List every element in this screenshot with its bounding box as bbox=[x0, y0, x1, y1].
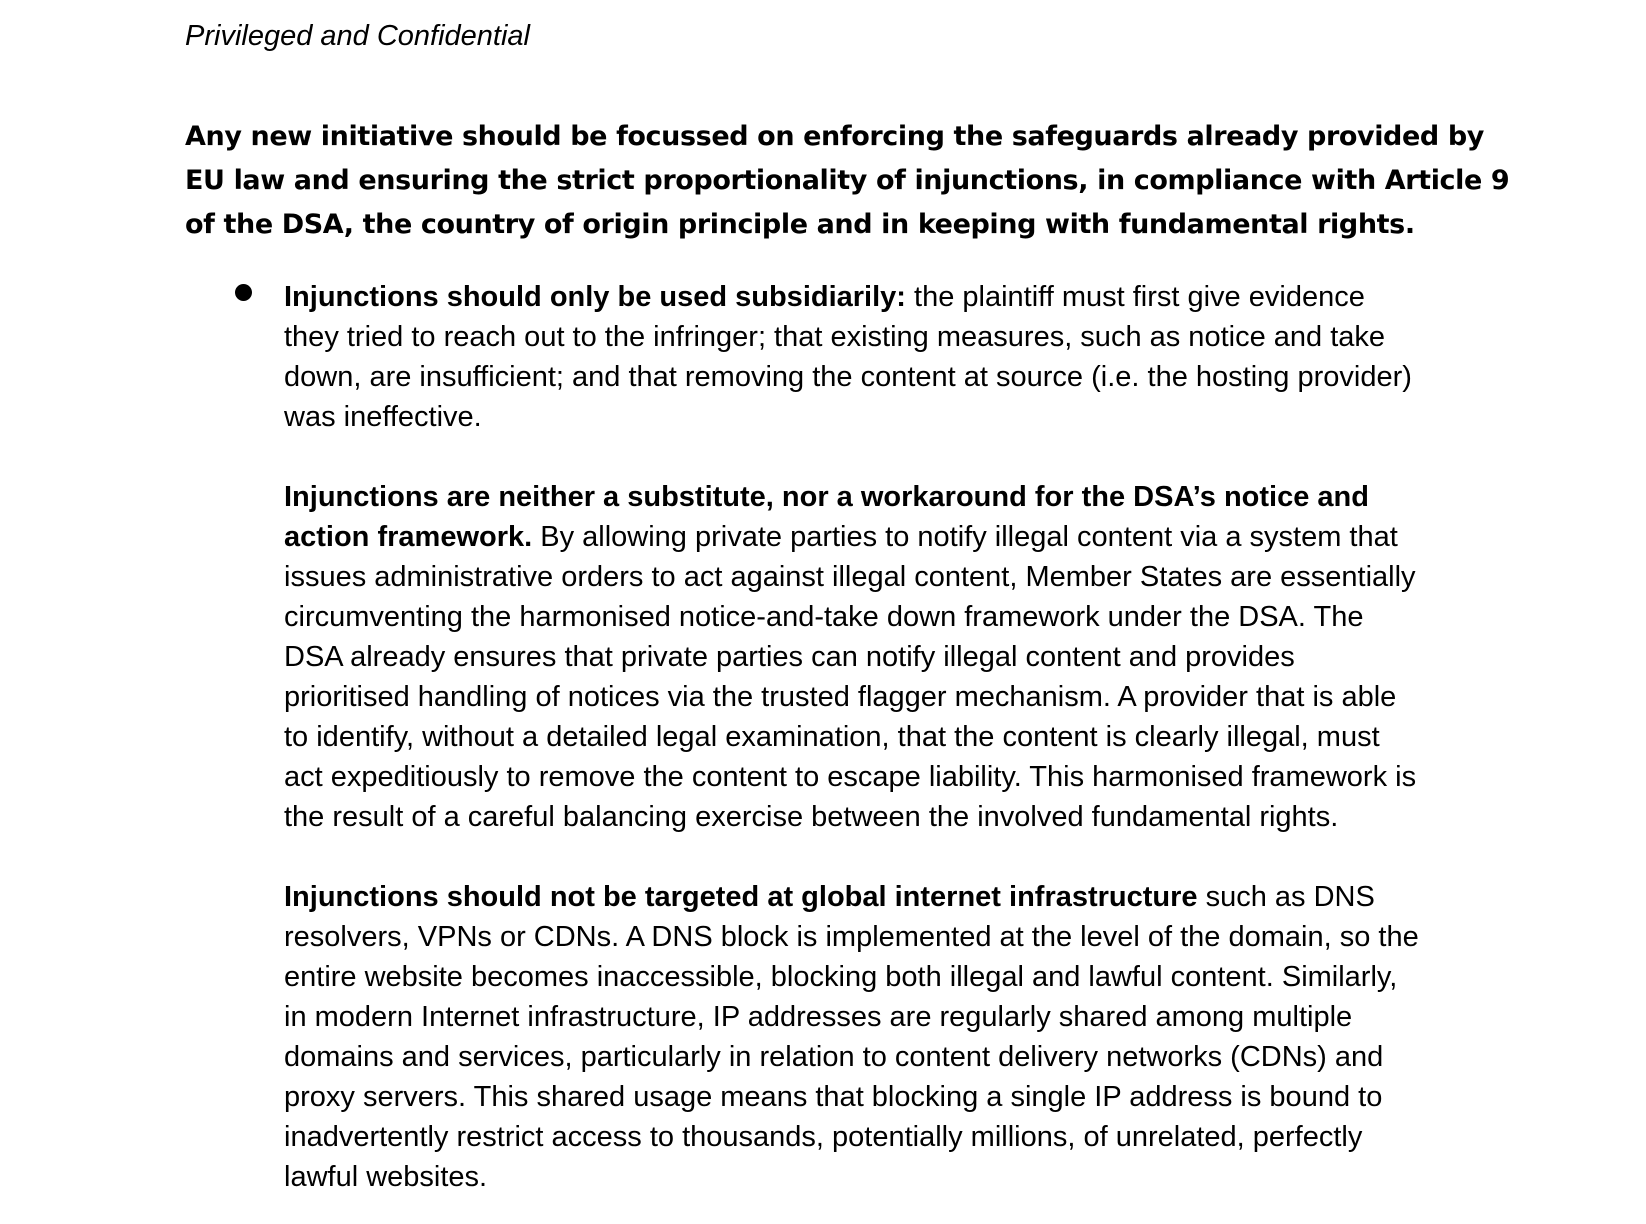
paragraph-line: act expeditiously to remove the content to escape liability. This harmonised framework is bbox=[284, 761, 1417, 793]
bullet-paragraph-notice-and-action bbox=[284, 477, 1416, 837]
paragraph-heading: Injunctions should only be used subsidiarily: bbox=[284, 281, 906, 313]
paragraph-text: such as DNS bbox=[1197, 881, 1375, 913]
lead-paragraph bbox=[185, 115, 1510, 247]
bullet-paragraph-subsidiarity bbox=[284, 277, 1412, 437]
paragraph-line: entire website becomes inaccessible, blocking both illegal and lawful content. Similarly, bbox=[284, 961, 1398, 993]
paragraph-line: issues administrative orders to act against illegal content, Member States are essentially bbox=[284, 561, 1416, 593]
paragraph-line: in modern Internet infrastructure, IP addresses are regularly shared among multiple bbox=[284, 1001, 1353, 1033]
paragraph-line: down, are insufficient; and that removing the content at source (i.e. the hosting provider) bbox=[284, 361, 1412, 393]
paragraph-line: lawful websites. bbox=[284, 1161, 488, 1193]
paragraph-text: By allowing private parties to notify illegal content via a system that bbox=[532, 521, 1398, 553]
paragraph-line: they tried to reach out to the infringer; that existing measures, such as notice and take bbox=[284, 321, 1386, 353]
paragraph-line: was ineffective. bbox=[284, 401, 482, 433]
paragraph-line: to identify, without a detailed legal examination, that the content is clearly illegal, must bbox=[284, 721, 1380, 753]
paragraph-heading: Injunctions are neither a substitute, nor a workaround for the DSA’s notice and bbox=[284, 481, 1369, 513]
lead-line: Any new initiative should be focussed on enforcing the safeguards already provided by bbox=[185, 121, 1484, 152]
paragraph-heading: Injunctions should not be targeted at global internet infrastructure bbox=[284, 881, 1198, 913]
paragraph-line bbox=[284, 517, 1416, 557]
paragraph-line: prioritised handling of notices via the trusted flagger mechanism. A provider that is able bbox=[284, 681, 1397, 713]
paragraph-line: resolvers, VPNs or CDNs. A DNS block is implemented at the level of the domain, so the bbox=[284, 921, 1419, 953]
paragraph-line: DSA already ensures that private parties can notify illegal content and provides bbox=[284, 641, 1295, 673]
paragraph-line: circumventing the harmonised notice-and-take down framework under the DSA. The bbox=[284, 601, 1364, 633]
lead-line: of the DSA, the country of origin principle and in keeping with fundamental rights. bbox=[185, 209, 1415, 240]
paragraph-line bbox=[284, 877, 1419, 917]
paragraph-line: the result of a careful balancing exercise between the involved fundamental rights. bbox=[284, 801, 1339, 833]
paragraph-heading: action framework. bbox=[284, 521, 533, 553]
paragraph-line: inadvertently restrict access to thousands, potentially millions, of unrelated, perfectly bbox=[284, 1121, 1363, 1153]
paragraph-line bbox=[284, 477, 1416, 517]
paragraph-line bbox=[284, 277, 1412, 317]
lead-line: EU law and ensuring the strict proportionality of injunctions, in compliance with Article 9 bbox=[185, 165, 1510, 196]
confidentiality-note: Privileged and Confidential bbox=[185, 20, 530, 52]
paragraph-text: the plaintiff must first give evidence bbox=[905, 281, 1365, 313]
paragraph-line: domains and services, particularly in relation to content delivery networks (CDNs) and bbox=[284, 1041, 1384, 1073]
bullet-point-icon bbox=[235, 284, 252, 301]
bullet-paragraph-infrastructure bbox=[284, 877, 1419, 1197]
paragraph-line: proxy servers. This shared usage means that blocking a single IP address is bound to bbox=[284, 1081, 1383, 1113]
